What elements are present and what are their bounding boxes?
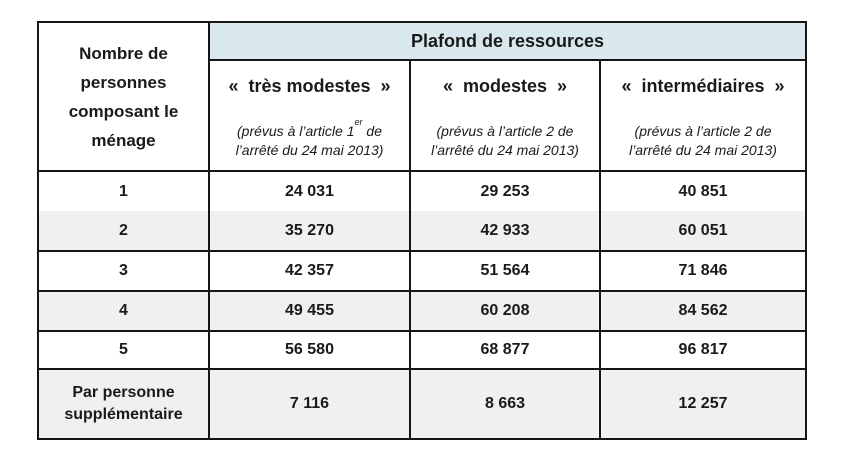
row-label-text: 4 [119, 302, 128, 319]
table-row-per-additional-person [38, 369, 806, 439]
column-note-text: (prévus à l’article 2 de [436, 123, 574, 139]
row-label-cell [38, 331, 209, 369]
row-label-cell [38, 251, 209, 291]
column-note-text: de [362, 123, 382, 139]
value-cell: 7 116 [209, 369, 410, 439]
value-cell: 8 663 [410, 369, 600, 439]
corner-header-cell [38, 22, 209, 171]
corner-header-text: Nombre de personnes composant le ménage [68, 43, 179, 150]
column-note-text: (prévus à l’article 1 [237, 123, 355, 139]
row-label-cell [38, 369, 209, 439]
column-note [411, 122, 599, 160]
column-note [601, 122, 805, 160]
table-row-2-persons [38, 211, 806, 251]
column-note-text: (prévus à l’article 2 de [634, 123, 772, 139]
column-header-modestes [410, 60, 600, 171]
value-cell: 84 562 [600, 291, 806, 331]
column-note-text: l’arrêté du 24 mai 2013) [235, 142, 384, 158]
row-label-text: Par personne supplémentaire [64, 384, 183, 423]
value-cell: 40 851 [600, 171, 806, 211]
value-cell: 42 933 [410, 211, 600, 251]
column-header-intermediaires [600, 60, 806, 171]
column-note-text: l’arrêté du 24 mai 2013) [629, 142, 777, 158]
column-note-text: l’arrêté du 24 mai 2013) [431, 142, 579, 158]
value-cell: 68 877 [410, 331, 600, 369]
value-cell: 60 051 [600, 211, 806, 251]
value-cell: 24 031 [209, 171, 410, 211]
column-label: « modestes » [442, 76, 568, 96]
value-cell: 71 846 [600, 251, 806, 291]
value-cell: 35 270 [209, 211, 410, 251]
value-cell: 56 580 [209, 331, 410, 369]
row-label-cell [38, 291, 209, 331]
column-label: « intermédiaires » [621, 76, 785, 96]
value-cell: 96 817 [600, 331, 806, 369]
value-cell: 60 208 [410, 291, 600, 331]
table-row-4-persons [38, 291, 806, 331]
value-cell: 29 253 [410, 171, 600, 211]
value-cell: 51 564 [410, 251, 600, 291]
row-label-text: 1 [119, 182, 128, 200]
row-label-text: 3 [119, 262, 128, 279]
value-cell: 12 257 [600, 369, 806, 439]
column-note-superscript: er [354, 117, 363, 128]
value-cell: 49 455 [209, 291, 410, 331]
value-cell: 42 357 [209, 251, 410, 291]
column-header-tres-modestes [209, 60, 410, 171]
group-header-cell: Plafond de ressources [209, 22, 806, 60]
column-note [210, 117, 409, 160]
table-row-5-persons [38, 331, 806, 369]
resource-ceiling-table [37, 21, 807, 440]
row-label-text: 5 [119, 341, 128, 358]
table-row-1-person [38, 171, 806, 211]
row-label-text: 2 [119, 221, 128, 239]
header-group-row [38, 22, 806, 60]
row-label-cell [38, 211, 209, 251]
row-label-cell [38, 171, 209, 211]
column-label: « très modestes » [228, 76, 391, 96]
table-row-3-persons [38, 251, 806, 291]
